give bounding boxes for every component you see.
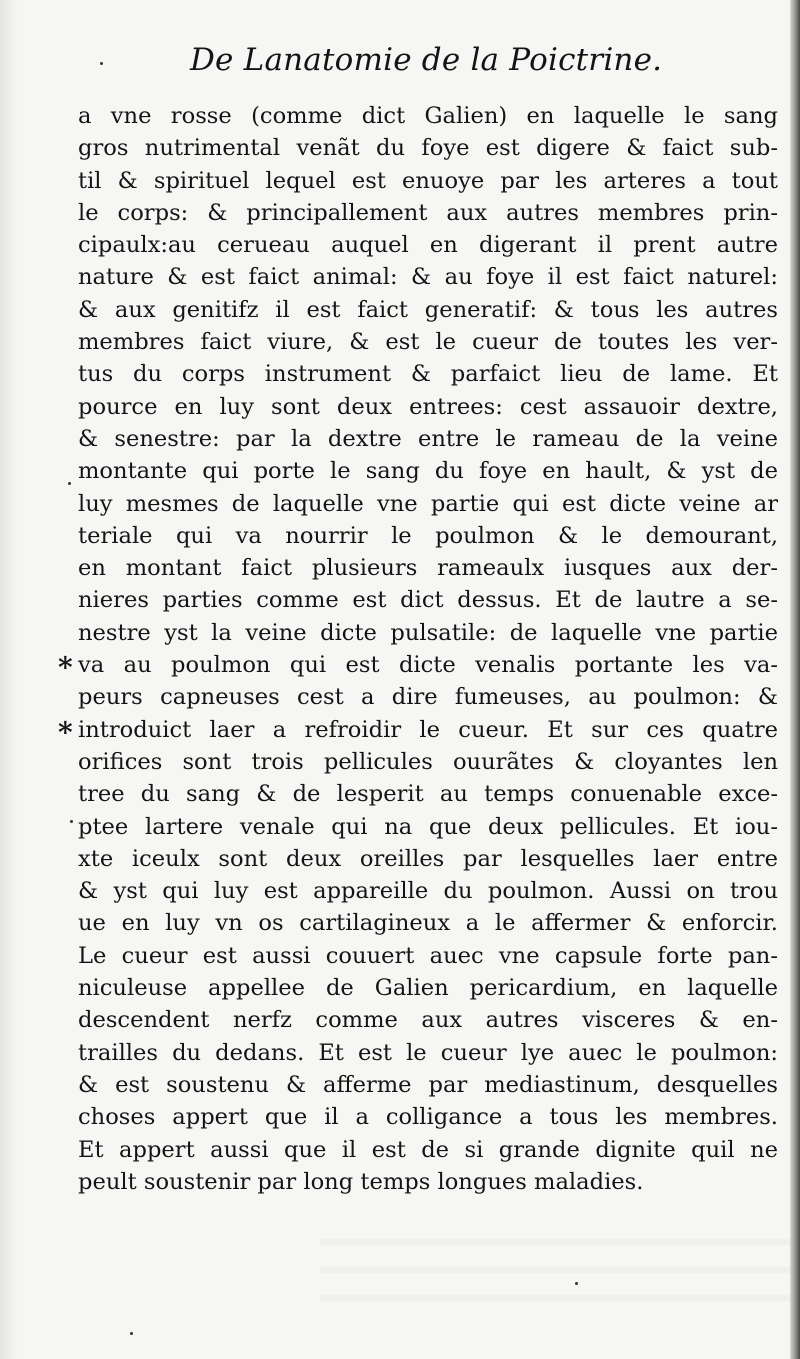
text-line: membres faict viure, & est le cueur de toutes les ver-	[78, 329, 778, 356]
margin-asterisk: *	[58, 715, 73, 749]
text-line: choses appert que il a colligance a tous les membres.	[78, 1104, 778, 1131]
ink-speck	[68, 482, 71, 485]
text-line: cipaulx:au cerueau auquel en digerant il prent autre	[78, 232, 778, 259]
text-line: & senestre: par la dextre entre le rameau de la veine	[78, 425, 778, 452]
page-gutter-shadow	[0, 0, 18, 1359]
text-line: le corps: & principallement aux autres membres prin-	[78, 199, 778, 226]
text-line-with-marker	[58, 649, 778, 685]
text-line: peult soustenir par long temps longues maladies.	[78, 1168, 644, 1195]
text-line: Le cueur est aussi couuert auec vne capsule forte pan-	[78, 942, 778, 969]
text-line: nestre yst la veine dicte pulsatile: de laquelle vne partie	[78, 619, 778, 646]
text-line: gros nutrimental venãt du foye est digere & faict sub-	[78, 135, 778, 162]
body-text	[58, 100, 778, 1198]
text-line: luy mesmes de laquelle vne partie qui est dicte veine ar	[78, 490, 778, 517]
text-line: tree du sang & de lesperit au temps conuenable exce-	[78, 781, 778, 808]
text-line: & yst qui luy est appareille du poulmon. Aussi on trou	[78, 878, 778, 905]
text-line: ue en luy vn os cartilagineux a le affermer & enforcir.	[78, 910, 778, 937]
ink-speck	[70, 820, 73, 823]
text-line-with-marker	[58, 714, 778, 749]
text-line: montante qui porte le sang du foye en hault, & yst de	[78, 458, 778, 485]
text-line: & aux genitifz il est faict generatif: & tous les autres	[78, 296, 778, 323]
ink-speck	[100, 62, 103, 65]
text-line: en montant faict plusieurs rameaulx iusques aux der-	[78, 555, 778, 582]
text-line: pource en luy sont deux entrees: cest assauoir dextre,	[78, 393, 778, 420]
text-line-content: va au poulmon qui est dicte venalis portante les va-	[78, 652, 778, 679]
text-line: til & spirituel lequel est enuoye par les arteres a tout	[78, 167, 778, 194]
page-edge	[790, 0, 800, 1359]
text-line: orifices sont trois pellicules ouurãtes & cloyantes len	[78, 748, 778, 775]
text-line: teriale qui va nourrir le poulmon & le demourant,	[78, 522, 778, 549]
text-line: ptee lartere venale qui na que deux pellicules. Et iou-	[78, 813, 778, 840]
text-line: niculeuse appellee de Galien pericardium, en laquelle	[78, 975, 778, 1002]
text-line: tus du corps instrument & parfaict lieu de lame. Et	[78, 361, 778, 388]
margin-asterisk: *	[58, 651, 73, 685]
text-line: & est soustenu & afferme par mediastinum, desquelles	[78, 1071, 778, 1098]
page-title: De Lanatomie de la Poictrine.	[190, 42, 663, 78]
text-line: nieres parties comme est dict dessus. Et de lautre a se-	[78, 587, 778, 614]
text-line: descendent nerfz comme aux autres visceres & en-	[78, 1007, 778, 1034]
text-line: peurs capneuses cest a dire fumeuses, au poulmon: &	[78, 684, 778, 711]
text-line: a vne rosse (comme dict Galien) en laquelle le sang	[78, 103, 778, 129]
text-line-content: introduict laer a refroidir le cueur. Et sur ces quatre	[78, 716, 778, 743]
ink-speck	[130, 1332, 133, 1335]
text-line: nature & est faict animal: & au foye il est faict naturel:	[78, 264, 778, 291]
text-line: Et appert aussi que il est de si grande dignite quil ne	[78, 1136, 778, 1163]
ink-speck	[575, 1282, 578, 1285]
bleed-through-shadow	[320, 1218, 790, 1313]
text-line: xte iceulx sont deux oreilles par lesquelles laer entre	[78, 845, 778, 872]
text-line: trailles du dedans. Et est le cueur lye auec le poulmon:	[78, 1039, 778, 1066]
